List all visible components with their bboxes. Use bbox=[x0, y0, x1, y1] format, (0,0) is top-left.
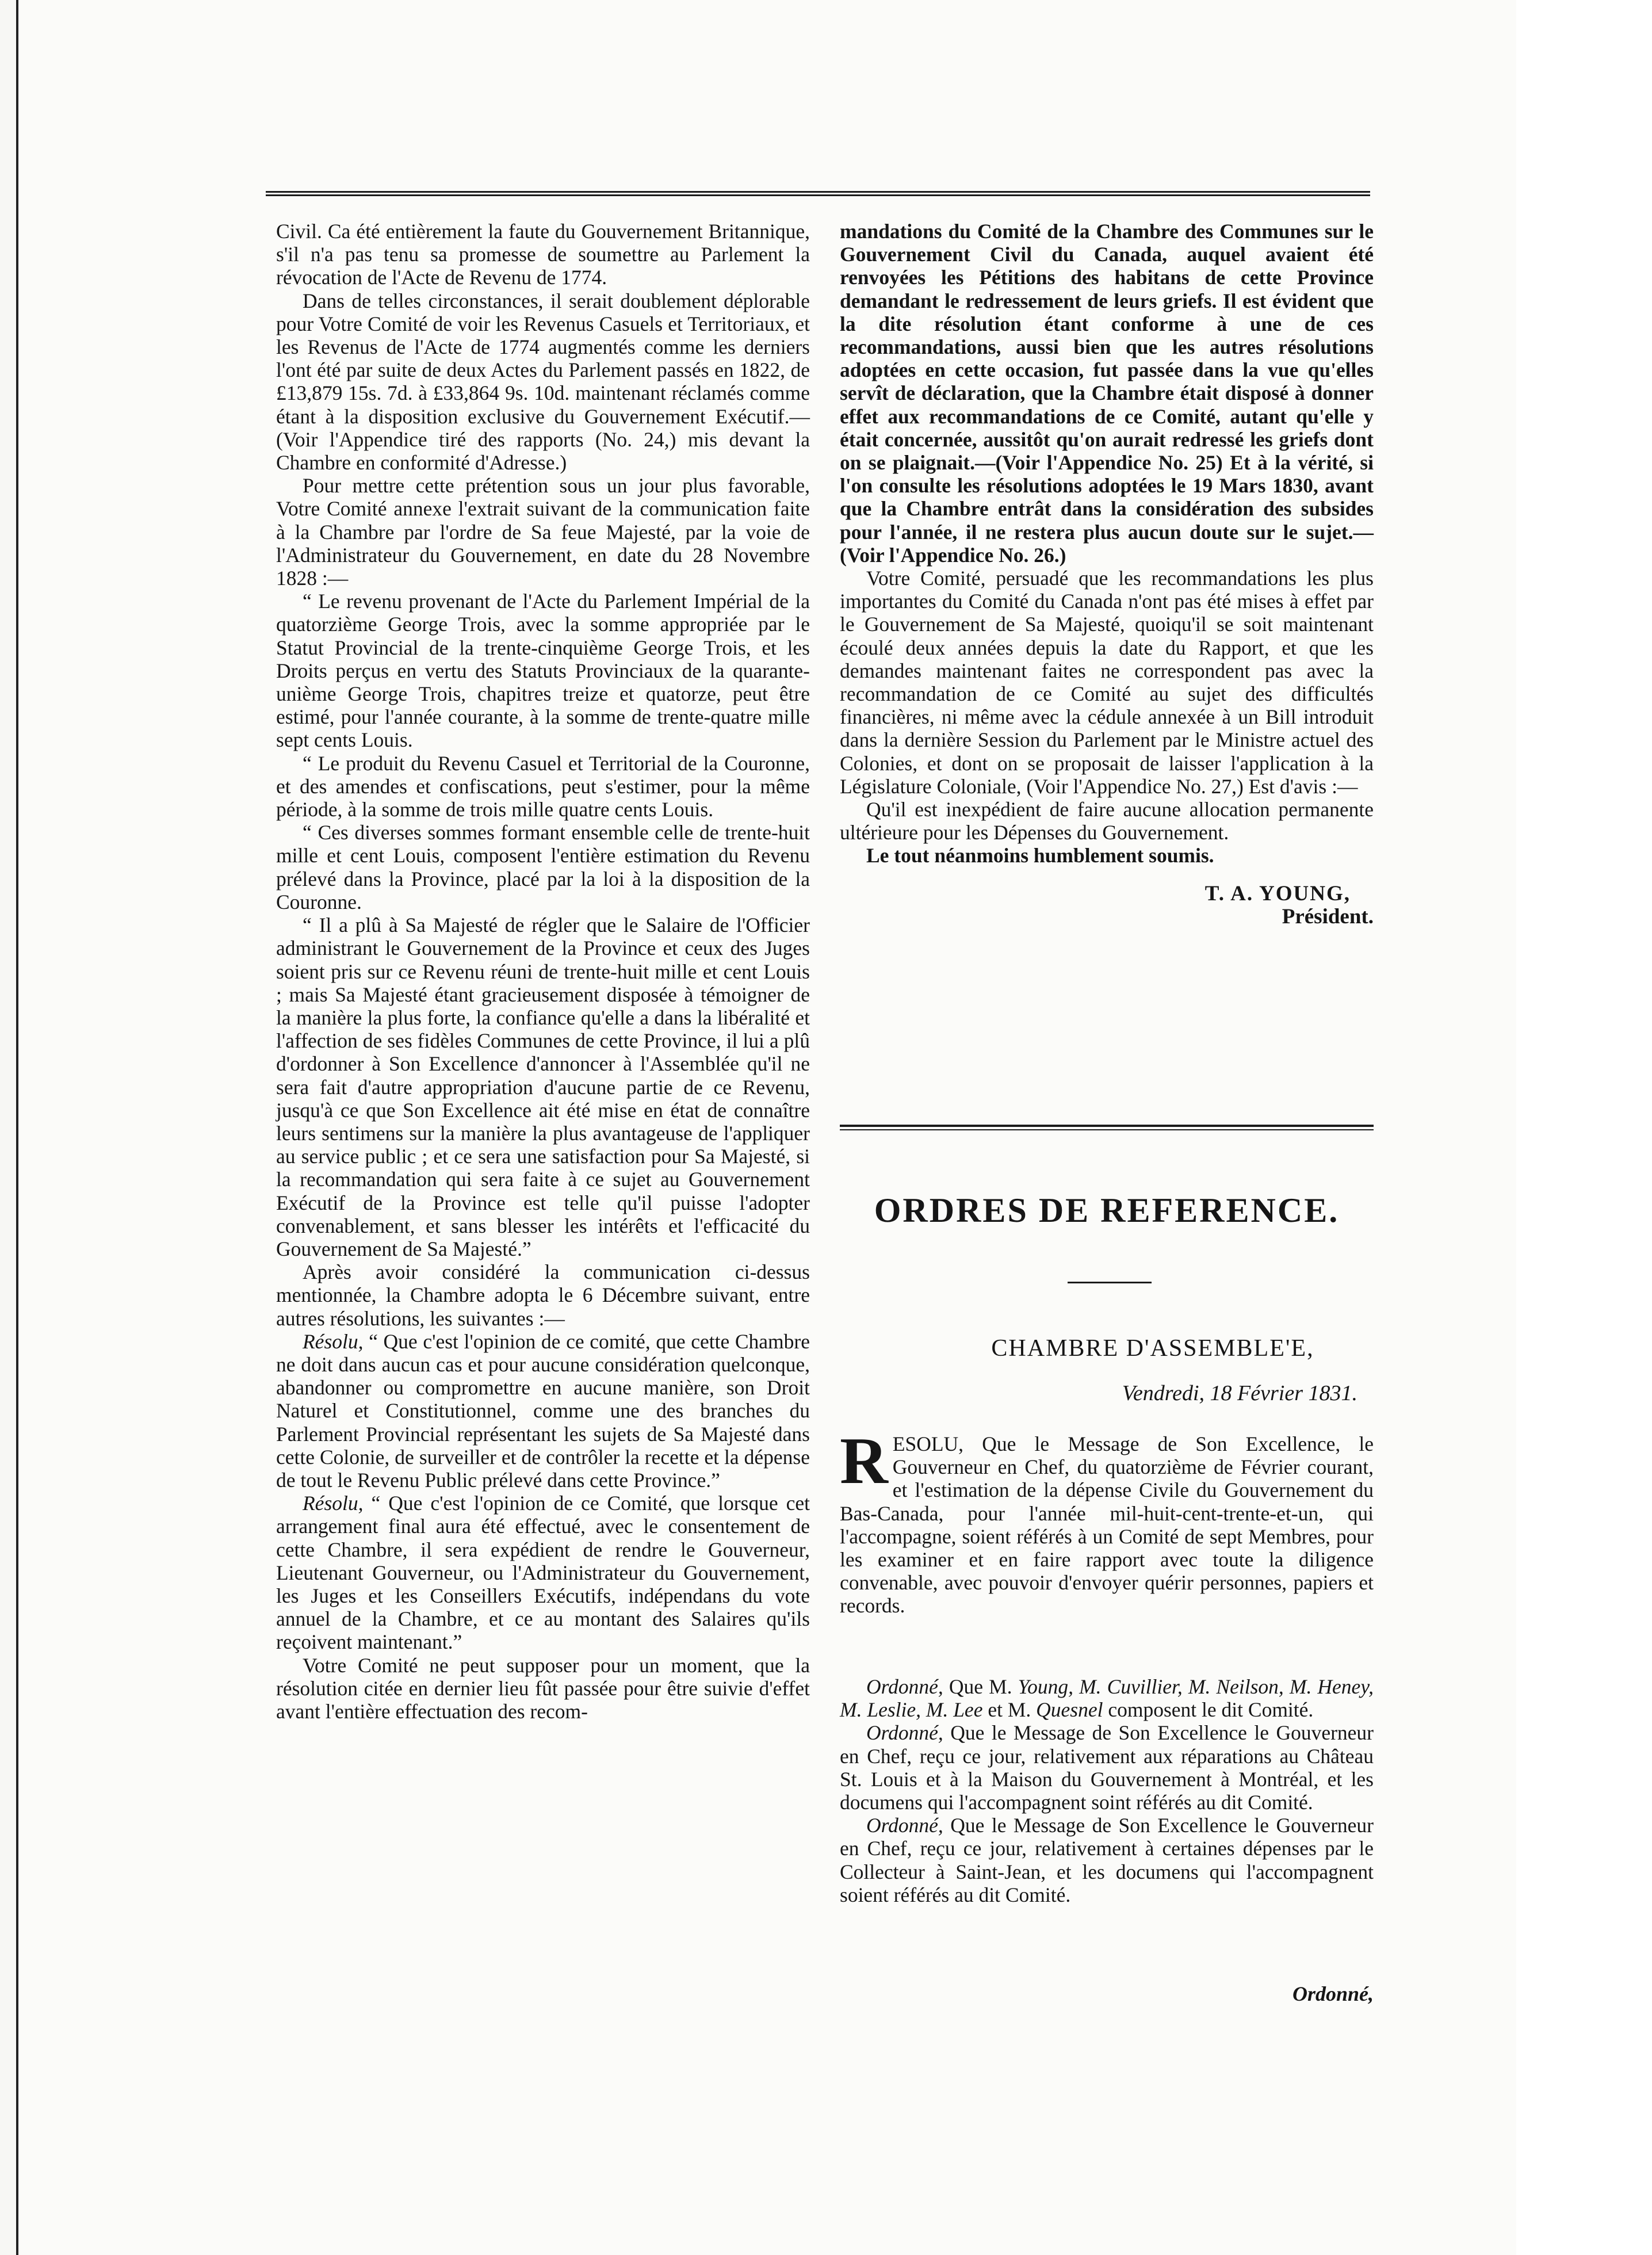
order-paragraph bbox=[840, 1721, 1374, 1814]
order-paragraph bbox=[840, 1675, 1374, 1721]
orders-block bbox=[840, 1675, 1374, 1906]
signature-name: T. A. YOUNG, bbox=[1204, 881, 1351, 905]
header-rule bbox=[266, 191, 1370, 196]
resolution-text: “ Que c'est l'opinion de ce comité, que cette Chambre ne doit dans aucun cas et pour aucune considération quelconque, abandonner ou compromettre en aucune manière, son Droit Naturel et Constitutionnel, comme une des branches du Parlement Provincial représentant les sujets de Sa Majesté dans cette Colonie, de surveiller et de contrôler la recette et la dépense de tout le Revenu Public prélevé dans cette Province.” bbox=[276, 1329, 810, 1492]
section-title: ORDRES DE REFERENCE. bbox=[874, 1191, 1340, 1229]
paragraph: Votre Comité, persuadé que les recommandations les plus importantes du Comité du Canada n'ont pas été mises à effet par le Gouvernement de Sa Majesté, quoiqu'il se soit maintenant écoulé deux années depuis la date du Rapport, et que les demandes maintenant faites ne correspondent pas avec la recommandation de ce Comité au sujet des difficultés financières, ni même avec la cédule annexée à un Bill introduit dans la dernière Session du Parlement par le Ministre actuel des Colonies, et dont on se proposait de laisser l'application à la Législature Coloniale, (Voir l'Appendice No. 27,) Est d'avis :— bbox=[840, 567, 1374, 798]
paragraph: Dans de telles circonstances, il serait doublement déplorable pour Votre Comité de voir les Revenus Casuels et Territoriaux, et les Revenus de l'Acte de 1774 augmentés comme les derniers l'ont été par suite de deux Actes du Parlement passés en 1822, de £13,879 15s. 7d. à £33,864 9s. 10d. maintenant réclamés comme étant à la disposition exclusive du Gouvernement Exécutif.—(Voir l'Appendice tiré des rapports (No. 24,) mis devant la Chambre en conformité d'Adresse.) bbox=[276, 289, 810, 475]
right-column bbox=[840, 220, 1374, 928]
paragraph: Civil. Ca été entièrement la faute du Gouvernement Britannique, s'il n'a pas tenu sa promesse de soumettre au Parlement la révocation de l'Acte de Revenu de 1774. bbox=[276, 220, 810, 289]
drop-cap: R bbox=[840, 1424, 888, 1498]
resolution-text: “ Que c'est l'opinion de ce Comité, que lorsque cet arrangement final aura été effectué, avec le consentement de cette Chambre, il sera expédient de rendre le Gouverneur, Lieutenant Gouverneur, ou l'Administrateur du Gouvernement, les Juges et les Conseillers Exécutifs, indépendans du vote annuel de la Chambre, et ce au montant des Salaires qu'ils reçoivent maintenant.” bbox=[276, 1492, 810, 1654]
page-margin bbox=[1516, 0, 1652, 2255]
section-rule bbox=[840, 1125, 1374, 1130]
order-label: Ordonné, bbox=[866, 1721, 943, 1745]
document-page bbox=[16, 0, 1521, 2255]
order-text: composent le dit Comité. bbox=[1103, 1698, 1314, 1722]
paragraph: Après avoir considéré la communication ci-dessus mentionnée, la Chambre adopta le 6 Décembre suivant, entre autres résolutions, les suivantes :— bbox=[276, 1260, 810, 1330]
resolution-paragraph bbox=[276, 1330, 810, 1492]
order-label: Ordonné, bbox=[866, 1675, 943, 1698]
paragraph: Qu'il est inexpédient de faire aucune allocation permanente ultérieure pour les Dépenses du Gouvernement. bbox=[840, 798, 1374, 844]
catchword: Ordonné, bbox=[1292, 1982, 1374, 2005]
committee-names: Young, M. Cuvillier, M. Neilson, M. Heney, M. Leslie, M. Lee bbox=[840, 1675, 1374, 1722]
order-label: Ordonné, bbox=[866, 1814, 943, 1837]
assembly-heading: CHAMBRE D'ASSEMBLE'E, bbox=[991, 1335, 1314, 1362]
order-text: Que le Message de Son Excellence le Gouverneur en Chef, reçu ce jour, relativement aux réparations au Château St. Louis et à la Maison du Gouvernement à Montréal, et les documens qui l'accompagnent soint référés au dit Comité. bbox=[840, 1721, 1374, 1814]
quote-paragraph: “ Il a plû à Sa Majesté de régler que le Salaire de l'Officier administrant le Gouvernement de la Province et ceux des Juges soient pris sur ce Revenu réuni de trente-huit mille et cent Louis ; mais Sa Majesté étant gracieusement disposée à témoigner de la manière la plus forte, la confiance qu'elle a dans la libéralité et l'affection de ses fidèles Communes de cette Province, il lui a plû d'ordonner à Son Excellence d'annoncer à l'Assemblée qu'il ne sera fait d'autre appropriation d'aucune partie de ce Revenu, jusqu'à ce que Son Excellence ait été mise en état de connaître leurs sentimens sur la manière la plus avantageuse de l'appliquer au service public ; et ce sera une satisfaction pour Sa Majesté, si la recommandation qui sera faite à ce sujet au Gouvernement Exécutif de la Province est telle qu'il puisse l'adopter convenablement, et sans blesser les intérêts et l'efficacité du Gouvernement de Sa Majesté.” bbox=[276, 914, 810, 1260]
paragraph: Pour mettre cette prétention sous un jour plus favorable, Votre Comité annexe l'extrait suivant de la communication faite à la Chambre par l'ordre de Sa feue Majesté, par la voie de l'Administrateur du Gouvernement, en date du 28 Novembre 1828 :— bbox=[276, 474, 810, 590]
left-column bbox=[276, 220, 810, 1723]
date-text: Vendredi, 18 Février 1831. bbox=[1122, 1381, 1357, 1405]
order-text: et M. bbox=[982, 1698, 1037, 1722]
paragraph: mandations du Comité de la Chambre des Communes sur le Gouvernement Civil du Canada, auquel avaient été renvoyées les Pétitions des habitans de cette Province demandant le redressement de leurs griefs. Il est évident que la dite résolution étant conforme à une de ces recommandations, aussi bien que les autres résolutions adoptées en cette occasion, fut passée dans la vue qu'elles servît de déclaration, que la Chambre était disposé à donner effet aux recommandations de ce Comité, autant qu'elle y était concernée, aussitôt qu'on aurait redressé les griefs dont on se plaignait.—(Voir l'Appendice No. 25) Et à la vérité, si l'on consulte les résolutions adoptées le 19 Mars 1830, avant que la Chambre entrât dans la considération des subsides pour l'année, il ne restera plus aucun doute sur le sujet.— (Voir l'Appendice No. 26.) bbox=[840, 220, 1374, 567]
resolution-block bbox=[840, 1424, 1374, 1618]
quote-paragraph: “ Le produit du Revenu Casuel et Territorial de la Couronne, et des amendes et confiscations, peut s'estimer, pour la même période, à la somme de trois mille quatre cents Louis. bbox=[276, 751, 810, 821]
quote-paragraph: “ Le revenu provenant de l'Acte du Parlement Impérial de la quatorzième George Trois, avec la somme appropriée par le Statut Provincial de la trente-cinquième George Trois, et les Droits perçus en vertu des Statuts Provinciaux de la quarante-unième George Trois, chapitres treize et quatorze, peut être estimé, pour l'année courante, à la somme de trente-quatre mille sept cents Louis. bbox=[276, 590, 810, 752]
resolution-text: ESOLU, Que le Message de Son Excellence, le Gouverneur en Chef, du quatorzième de Février courant, et l'estimation de la dépense Civile du Gouvernement du Bas-Canada, pour l'année mil-huit-cent-trente-et-un, qui l'accompagne, soient référés à un Comité de sept Membres, pour les examiner et en faire rapport avec toute la diligence convenable, avec pouvoir d'envoyer quérir personnes, papiers et records. bbox=[840, 1432, 1374, 1618]
quote-paragraph: “ Ces diverses sommes formant ensemble celle de trente-huit mille et cent Louis, composent l'entière estimation du Revenu prélevé dans la Province, placé par la loi à la disposition de la Couronne. bbox=[276, 821, 810, 914]
signature-block bbox=[840, 882, 1374, 928]
order-text: Que le Message de Son Excellence le Gouverneur en Chef, reçu ce jour, relativement à certaines dépenses par le Collecteur à Saint-Jean, et les documens qui l'accompagnent soient référés au dit Comité. bbox=[840, 1814, 1374, 1906]
resolution-label: Résolu, bbox=[303, 1329, 364, 1353]
order-paragraph bbox=[840, 1814, 1374, 1906]
resolution-paragraph bbox=[276, 1492, 810, 1653]
date-line bbox=[840, 1381, 1357, 1406]
order-text: Que M. bbox=[943, 1675, 1018, 1698]
committee-name-last: Quesnel bbox=[1036, 1698, 1103, 1722]
signature-title: Président. bbox=[1282, 904, 1374, 928]
short-rule bbox=[1068, 1282, 1152, 1283]
paragraph: Le tout néanmoins humblement soumis. bbox=[866, 844, 1214, 867]
paragraph: Votre Comité ne peut supposer pour un moment, que la résolution citée en dernier lieu fût passée pour être suivie d'effet avant l'entière effectuation des recom- bbox=[276, 1653, 810, 1723]
resolution-label: Résolu, bbox=[303, 1492, 364, 1515]
